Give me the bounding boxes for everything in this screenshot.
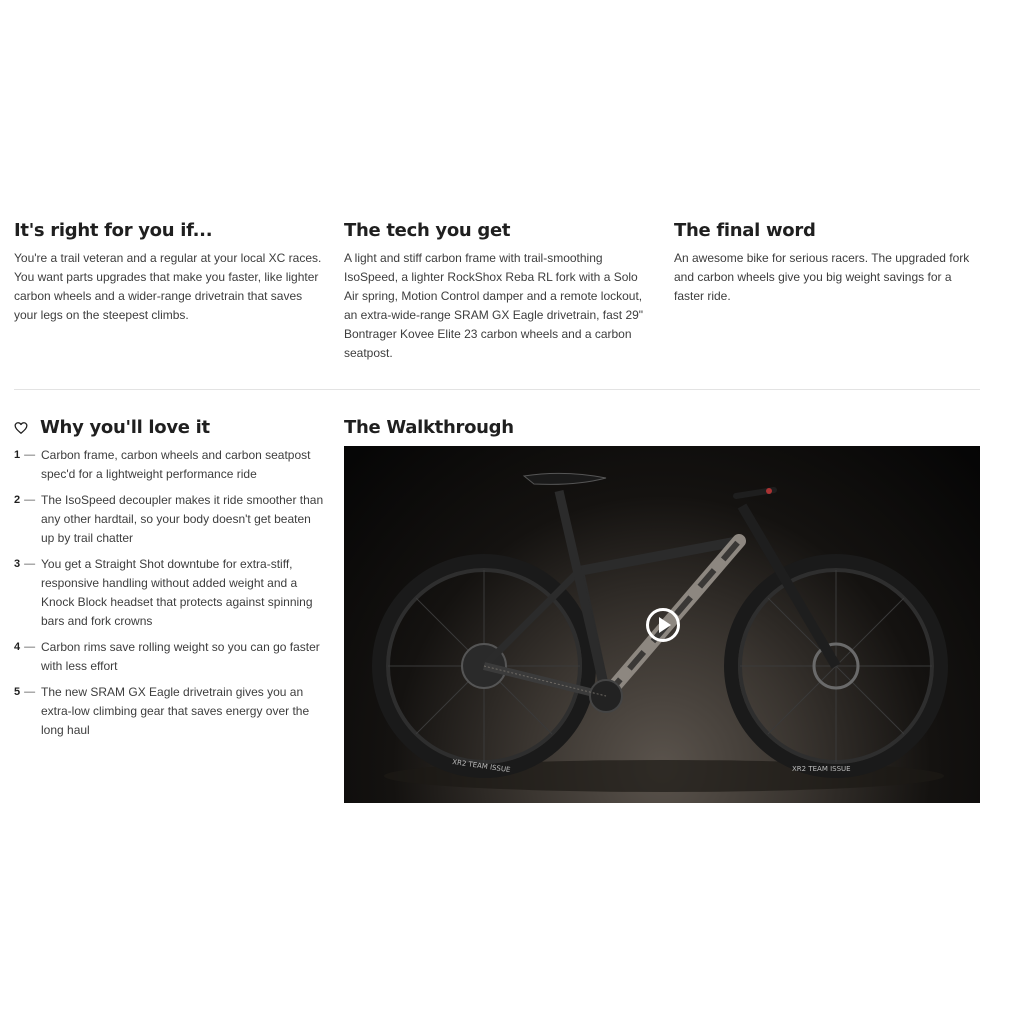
- final-word-section: [674, 219, 980, 363]
- why-love-it-title: Why you'll love it: [40, 417, 210, 438]
- play-button[interactable]: [646, 608, 680, 642]
- heart-icon: [14, 421, 28, 435]
- list-item-text: The IsoSpeed decoupler makes it ride smoother than any other hardtail, so your body doesn't get beaten up by trail chatter: [41, 493, 324, 545]
- tech-title: The tech you get: [344, 220, 511, 241]
- right-for-you-section: [14, 219, 344, 363]
- walkthrough-title: The Walkthrough: [344, 417, 514, 438]
- walkthrough-section: [344, 416, 980, 803]
- right-for-you-title: It's right for you if...: [14, 220, 213, 241]
- final-word-title: The final word: [674, 220, 816, 241]
- walkthrough-video-player[interactable]: [344, 446, 980, 803]
- list-item-number: 2 —: [14, 494, 36, 506]
- why-love-it-header: [14, 416, 324, 440]
- play-icon: [659, 617, 671, 633]
- list-item-number: 4 —: [14, 641, 36, 653]
- list-item-text: The new SRAM GX Eagle drivetrain gives you an extra-low climbing gear that saves energy over the long haul: [41, 685, 310, 737]
- list-item-text: You get a Straight Shot downtube for extra-stiff, responsive handling without added weight and a Knock Block headset that protects against spinning bars and fork crowns: [41, 557, 313, 628]
- list-item: [14, 446, 324, 484]
- list-item: [14, 491, 324, 548]
- list-item-number: 1 —: [14, 449, 36, 461]
- list-item-number: 3 —: [14, 558, 36, 570]
- list-item: [14, 638, 324, 676]
- list-item-text: Carbon frame, carbon wheels and carbon seatpost spec'd for a lightweight performance ride: [41, 448, 311, 481]
- tech-section: [344, 219, 674, 363]
- list-item-text: Carbon rims save rolling weight so you can go faster with less effort: [41, 640, 320, 673]
- why-love-it-section: [14, 416, 324, 747]
- summary-row: [14, 219, 980, 363]
- love-list: [14, 446, 324, 740]
- list-item-number: 5 —: [14, 686, 36, 698]
- right-for-you-body: You're a trail veteran and a regular at your local XC races. You want parts upgrades that make you faster, like lighter carbon wheels and a wider-range drivetrain that saves your legs on the steepest climbs.: [14, 251, 322, 322]
- svg-text:XR2 TEAM ISSUE: XR2 TEAM ISSUE: [792, 765, 851, 773]
- svg-text:XR2 TEAM ISSUE: XR2 TEAM ISSUE: [451, 758, 511, 775]
- final-word-body: An awesome bike for serious racers. The upgraded fork and carbon wheels give you big weight savings for a faster ride.: [674, 251, 970, 303]
- list-item: [14, 555, 324, 631]
- list-item: [14, 683, 324, 740]
- section-divider: [14, 389, 980, 390]
- tech-body: A light and stiff carbon frame with trail-smoothing IsoSpeed, a lighter RockShox Reba RL fork with a Solo Air spring, Motion Control damper and a remote lockout, an extra-wide-range SRAM GX Eagle drivetrain, fast 29" Bontrager Kovee Elite 23 carbon wheels and a carbon seatpost.: [344, 251, 644, 360]
